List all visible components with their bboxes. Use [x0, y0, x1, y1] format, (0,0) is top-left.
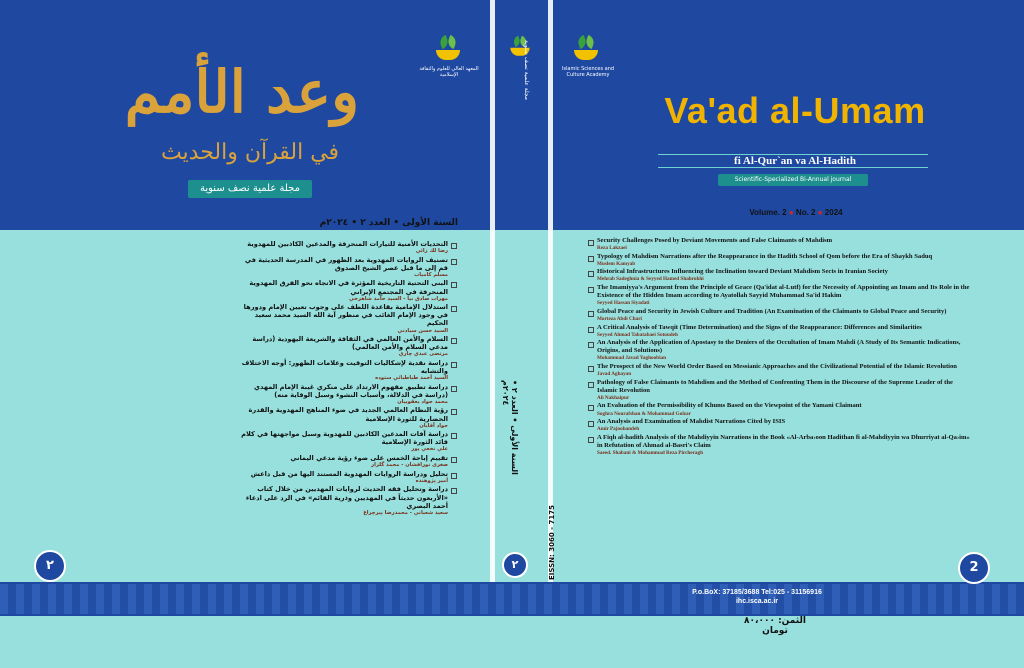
- toc-article-title: السلام والأمن العالمي في الثقافة والشريعة اليهودية (دراسة مدعي السلام والأمن العالمي): [252, 335, 448, 352]
- toc-item: [235, 485, 457, 516]
- toc-item: [235, 430, 457, 453]
- spine-fold-left: [490, 0, 495, 668]
- english-subtitle: fi Al-Qur`an va Al-Hadith: [734, 155, 856, 167]
- toc-article-author: Soghra Nourafshan & Mohammad Golzar: [597, 410, 691, 417]
- toc-item: [235, 279, 457, 302]
- toc-item: [588, 284, 974, 307]
- separator-dot-icon: ●: [817, 208, 823, 217]
- spine-issue-line: السنة الأولى • العدد ٢ • ٢٠٢٤م: [501, 380, 519, 475]
- toc-item: [588, 253, 974, 268]
- toc-article-author: Morteza Abdi Chari: [597, 315, 642, 322]
- toc-item: [235, 406, 457, 429]
- toc-article-author: السيد حسن سيادتي: [397, 327, 448, 334]
- toc-article-author: Seyyed Hassan Siyadati: [597, 300, 650, 307]
- english-table-of-contents: [588, 237, 974, 458]
- toc-article-title: تحليل ودراسة الروايات المهدوية المستند اليها من قبل داعش: [250, 469, 448, 478]
- front-academy-logo-icon: [572, 36, 600, 62]
- toc-article-author: مرتضى عبدي چاري: [398, 351, 448, 358]
- toc-article-title: Global Peace and Security in Jewish Culture and Tradition (An Examination of the Claimants to Global Peace and Security): [597, 307, 947, 315]
- toc-article-title: A Fiqh al-hadith Analysis of the Mahdiyyin Narrations in the Book «Al-Arba›oon Hadithan fi al-Mahdiyyin wa Dhurriyat al-Qa›im» in Refutation of Ahmad al-Basri's Claim: [597, 433, 970, 449]
- toc-item: [588, 237, 974, 252]
- toc-item: [235, 335, 457, 358]
- toc-article-title: تقييم إباحة الخمس على ضوء رؤية مدعي اليماني: [290, 454, 448, 463]
- toc-article-title: An Analysis and Examination of Mahdist Narrations Cited by ISIS: [597, 418, 786, 426]
- toc-item: [588, 402, 974, 417]
- toc-article-title: The Imamiyya's Argument from the Principle of Grace (Qa'idat al-Lutf) for the Necessity of Appointing an Imam and Its Role in the Existence of the Hidden Imam according to Ayatollah Sayyid Muhammad Sa'id Hakim: [597, 284, 970, 300]
- website-link[interactable]: ihc.isca.ac.ir: [735, 598, 779, 605]
- spine-subtitle: مجلة علمية نصف سنوية: [523, 40, 530, 100]
- toc-article-author: Reza Lakzaei: [597, 245, 627, 252]
- issn-label: EISSN: 3060 - 7175: [548, 505, 556, 580]
- toc-article-author: Javad Aghayan: [597, 371, 632, 378]
- toc-article-title: A Critical Analysis of Tawqit (Time Determination) and the Signs of the Reappearance: Differences and Similarities: [597, 323, 922, 331]
- english-journal-tag: Scientific-Specialized Bi-Annual journal: [718, 174, 868, 186]
- toc-item: [588, 434, 974, 457]
- toc-article-author: علي نخعي پور: [411, 446, 448, 453]
- toc-article-author: Seyyed Ahmad Tabatabaei Sotoudeh: [597, 331, 678, 338]
- toc-article-author: Mohammad Javad Yaghoobian: [597, 355, 666, 362]
- arabic-journal-tag: مجلة علمية نصف سنوية: [188, 180, 312, 198]
- toc-article-title: An Evaluation of the Permissibility of Khums Based on the Viewpoint of the Yamani Claimant: [597, 402, 862, 410]
- toc-item: [235, 256, 457, 279]
- contact-info: [686, 588, 828, 606]
- toc-article-author: صغرى نورافشان - محمد گلزار: [371, 462, 448, 469]
- front-issue-number-badge: 2: [958, 552, 990, 584]
- arabic-title: وعد الأمم: [124, 58, 360, 126]
- toc-item: [588, 268, 974, 283]
- spine-title: وعد الأمم: [512, 124, 536, 206]
- front-logo-caption: Islamic Sciences and Culture Academy: [561, 66, 615, 78]
- back-logo-caption: المعهد العالي للعلوم والثقافة الإسلامية: [419, 66, 479, 78]
- arabic-table-of-contents: [235, 240, 457, 517]
- separator-dot-icon: ●: [788, 208, 794, 217]
- bottom-aqua-edge: [0, 616, 1024, 668]
- toc-article-title: دراسة آفات المدعين الكاذبين للمهدوية وسبل مواجهتها في كلام قائد الثورة الإسلامية: [241, 430, 448, 447]
- toc-article-author: Mehrab Sadeghnia & Seyyed Hamed Shahrokhi: [597, 276, 704, 283]
- toc-article-author: مسلم كامياب: [414, 271, 448, 278]
- toc-article-author: جواد آقايان: [419, 422, 448, 429]
- toc-item: [588, 379, 974, 402]
- toc-article-title: البنى التحتية التاريخية المؤثرة في الاتجاه نحو الفرق المهدوية المنحرفة في المجتمع الإيراني: [249, 279, 448, 296]
- toc-article-title: رؤية النظام العالمي الجديد في ضوء المناهج المهدوية والقدرة الحضارية للثورة الإسلامية: [248, 406, 448, 423]
- toc-article-title: دراسة وتحليل فقه الحديث لروايات المهديين من خلال كتاب «الأربعون حديثاً في المهديين وذرية القائم» في الرد على ادعاء أحمد البصري: [245, 485, 448, 510]
- spine-issue-number-badge: ٢: [502, 552, 528, 578]
- bottom-ornament-pattern: [0, 584, 1024, 614]
- toc-article-title: استدلال الإمامية بقاعدة اللطف على وجوب تعيين الإمام ودورها في وجود الإمام الغائب في منظور آية الله السيد محمد سعيد الحكيم: [243, 303, 448, 328]
- toc-article-author: Saeed. Shabani & Mohammad Reza Pircheragh: [597, 450, 703, 457]
- toc-item: [235, 470, 457, 485]
- toc-item: [235, 359, 457, 382]
- toc-item: [588, 418, 974, 433]
- toc-article-author: رضا لك زائي: [415, 248, 448, 255]
- academy-logo-icon: [434, 36, 462, 62]
- contact-address: P.o.BoX: 37185/3688 Tel:025 - 31156916: [692, 589, 822, 596]
- english-issue-line: [726, 208, 866, 217]
- english-title: Va'ad al-Umam: [664, 90, 926, 131]
- volume-label: Volume. 2: [749, 208, 787, 217]
- toc-article-title: The Prospect of the New World Order Based on Messianic Approaches and the Civilizational Potential of the Islamic Revolution: [597, 363, 957, 370]
- toc-article-title: دراسة تطبيق مفهوم الارتداد على منكري غيبة الإمام المهدي (دراسة في الدلالة، وأسباب النشوء وسبل الوقاية منه): [254, 382, 448, 399]
- toc-article-author: السيد أحمد طباطبائي ستوده: [375, 375, 448, 382]
- toc-item: [588, 324, 974, 339]
- toc-article-author: سعيد شعباني - محمدرضا پيرچراغ: [363, 509, 448, 516]
- toc-article-title: Typology of Mahdism Narrations after the Reappearance in the Hadith School of Qom before the Era of Shaykh Saduq: [597, 252, 933, 260]
- toc-item: [235, 454, 457, 469]
- toc-item: [235, 303, 457, 334]
- toc-item: [588, 308, 974, 323]
- toc-article-author: مهراب صادق نيا - السيد حامد شاهرخي: [349, 295, 448, 302]
- year-label: 2024: [824, 208, 843, 217]
- arabic-issue-line: السنة الأولى • العدد ٢ • ٢٠٢٤م: [319, 218, 458, 228]
- number-label: No. 2: [795, 208, 816, 217]
- toc-item: [235, 383, 457, 406]
- toc-article-author: أمير پژوهنده: [415, 477, 448, 484]
- toc-item: [588, 363, 974, 378]
- toc-article-title: Historical Infrastructures Influencing the Inclination toward Deviant Mahdism Sects in Iranian Society: [597, 268, 888, 276]
- price-label: الثمن: ٨٠،٠٠٠ تومان: [744, 616, 806, 636]
- toc-article-title: Pathology of False Claimants to Mahdism and the Method of Confronting Them in the Discourse of the Supreme Leader of the Islamic Revolution: [597, 378, 953, 394]
- toc-item: [588, 339, 974, 362]
- arabic-subtitle: في القرآن والحديث: [160, 140, 340, 165]
- toc-article-author: Muslem Kamyab: [597, 260, 636, 267]
- toc-article-title: دراسة نقدية لإشكاليات التوقيت وعلامات الظهور: أوجه الاختلاف والتشابه: [241, 358, 448, 375]
- toc-article-author: محمد جواد يعقوبيان: [397, 398, 448, 405]
- toc-article-author: Ali Nakhaipur: [597, 394, 630, 401]
- toc-article-title: تصنيف الروايات المهدوية بعد الظهور في المدرسة الحديثية في قم إلى ما قبل عصر الشيخ الصدوق: [244, 255, 448, 272]
- toc-article-title: التحديات الأمنية للتيارات المنحرفة والمدعين الكاذبين للمهدوية: [247, 240, 448, 248]
- toc-article-title: Security Challenges Posed by Deviant Movements and False Claimants of Mahdism: [597, 237, 833, 244]
- toc-article-author: Amir Pajoohandeh: [597, 426, 640, 433]
- toc-article-title: An Analysis of the Application of Apostasy to the Deniers of the Occultation of Imam Mahdi (A Study of Its Semantic Indications, Origins, and Solutions): [597, 339, 961, 355]
- back-issue-number-badge: ٢: [34, 550, 66, 582]
- toc-item: [235, 240, 457, 255]
